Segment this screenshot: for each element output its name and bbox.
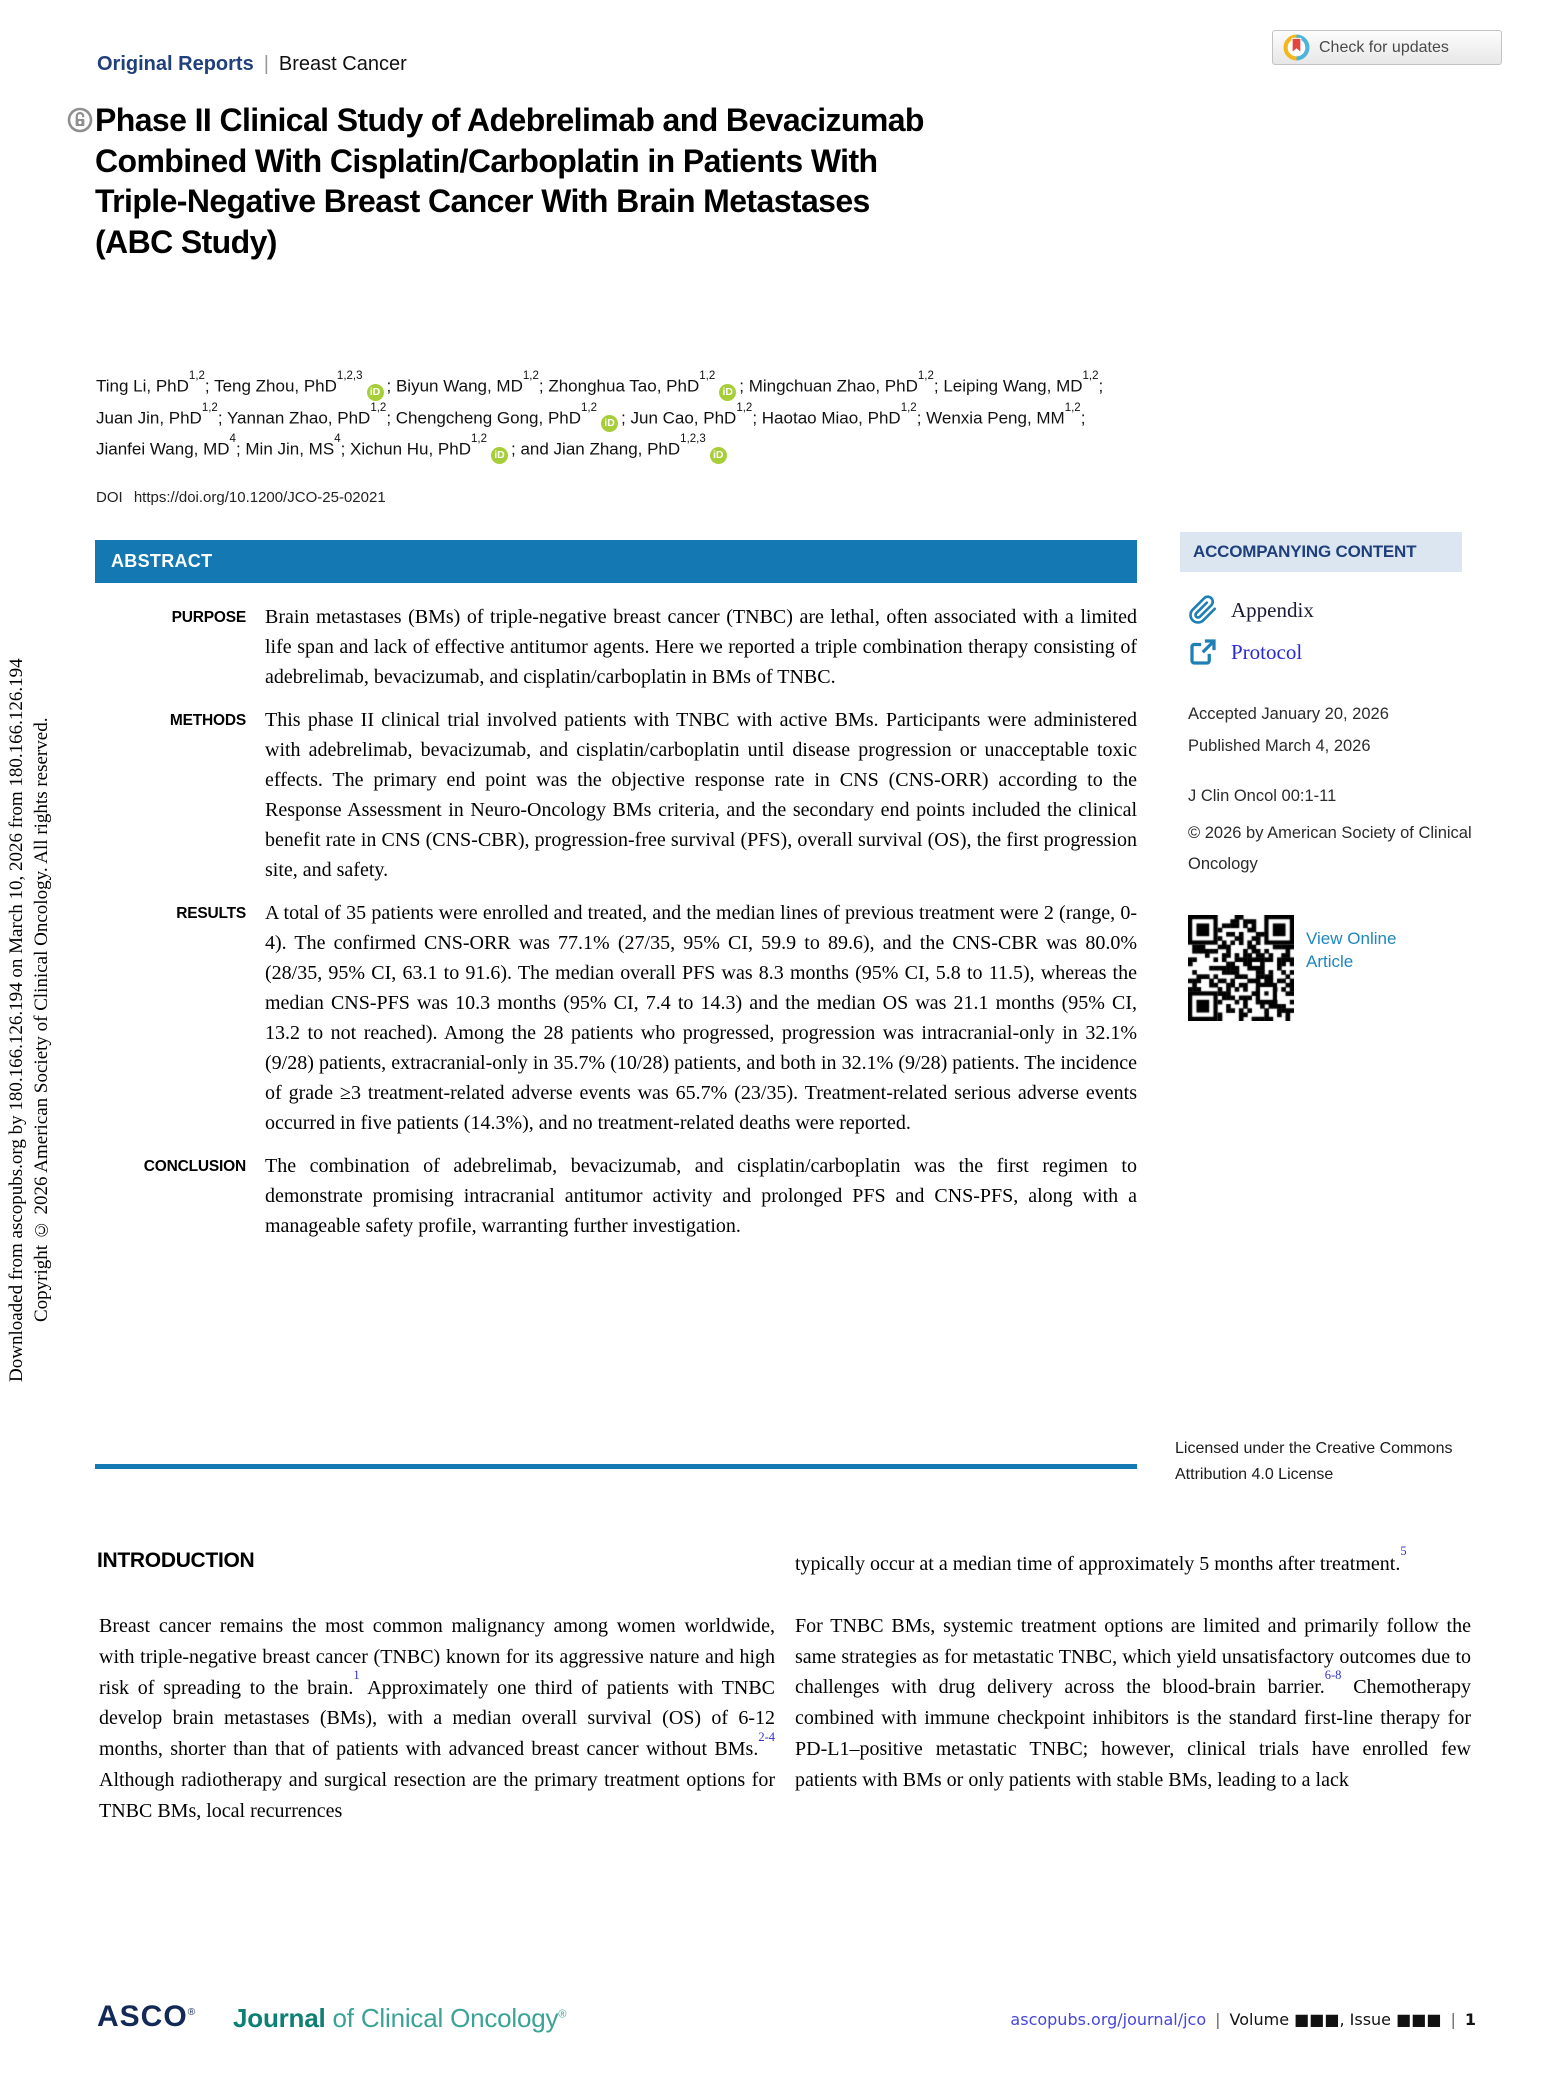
author-affiliations: 1,2	[917, 370, 934, 382]
copyright-notice: © 2026 by American Society of Clinical Oncology	[1188, 824, 1472, 873]
appendix-link[interactable]	[1188, 592, 1314, 628]
body-paragraph: Breast cancer remains the most common malignancy among women worldwide, with triple-negative breast cancer (TNBC) known for its aggressive nature and high risk of spreading to the brain.$^1$ Approximately one third of patients with TNBC develop brain metastases (BMs), with a median overall survival (OS) of 6-12 months, shorter than that of patients with advanced breast cancer without BMs.$^{2-4}$ Although radiotherapy and surgical resection are the primary treatment options for TNBC BMs, local recurrences	[99, 1615, 775, 1822]
reference-link[interactable]: 1	[353, 1667, 360, 1682]
author-entry: Yannan Zhao, PhD	[226, 408, 371, 428]
introduction-heading: INTRODUCTION	[97, 1549, 255, 1572]
view-online-article-link[interactable]: View Online Article	[1306, 929, 1397, 971]
margin-stamp	[4, 555, 54, 1485]
author-entry: Min Jin, MS	[245, 439, 335, 459]
author-entry: Mingchuan Zhao, PhD	[748, 376, 918, 396]
asco-logo	[97, 2000, 196, 2034]
abstract-section-label: METHODS	[169, 712, 246, 729]
title-line: Triple-Negative Breast Cancer With Brain Metastases	[95, 183, 870, 219]
author-affiliations: 1,2	[201, 401, 218, 414]
author-entry: Chengcheng Gong, PhD	[395, 408, 582, 428]
protocol-label: Protocol	[1231, 639, 1303, 664]
reference-link[interactable]: 6-8	[1324, 1667, 1342, 1682]
intro-left-column	[99, 1611, 775, 1827]
title-line: Phase II Clinical Study of Adebrelimab and Bevacizumab	[95, 102, 924, 138]
journal-logo	[233, 2003, 566, 2034]
author-entry: Jun Cao, PhD	[630, 408, 737, 428]
orcid-icon[interactable]: iD	[491, 447, 508, 464]
abstract-section-text: A total of 35 patients were enrolled and treated, and the median lines of previous treatment were 2 (range, 0-4). The confirmed CNS-ORR was 77.1% (27/35, 95% CI, 59.9 to 89.6), and the CNS-CBR was 80.0% (28/35, 95% CI, 63.1 to 91.6). The median overall PFS was 8.3 months (95% CI, 5.8 to 11.5), whereas the median CNS-PFS was 10.3 months (95% CI, 7.4 to 14.3) and the median OS was 21.1 months (95% CI, 13.2 to not reached). Among the 28 patients who progressed, progression was intracranial-only in 32.1% (9/28) patients, extracranial-only in 35.7% (10/28) patients, and both in 32.1% (9/28) patients. The incidence of grade ≥3 treatment-related adverse events was 65.7% (23/35). Treatment-related serious adverse events occurred in five patients (14.3%), and no treatment-related deaths were reported.	[265, 902, 1137, 1134]
footer-separator: |	[1215, 2010, 1221, 2029]
title-block	[95, 100, 1075, 262]
check-for-updates-label: Check for updates	[1319, 38, 1449, 56]
title-line: Combined With Cisplatin/Carboplatin in Patients With	[95, 142, 878, 179]
protocol-link[interactable]	[1188, 634, 1302, 670]
author-entry: Leiping Wang, MD	[943, 376, 1083, 396]
abstract-divider	[95, 1464, 1137, 1469]
download-stamp-text: Downloaded from ascopubs.org by 180.166.126.194 on March 10, 2026 from 180.166.126.194	[5, 658, 27, 1382]
author-entry: Zhonghua Tao, PhD	[548, 376, 700, 396]
author-affiliations: 1,2	[1082, 370, 1099, 382]
author-affiliations: 1,2	[900, 401, 917, 414]
author-affiliations: 1,2	[699, 370, 716, 382]
author-affiliations: 1,2	[581, 401, 598, 414]
abstract-section-text: This phase II clinical trial involved patients with TNBC with active BMs. Participants were administered with adebrelimab, bevacizumab, and cisplatin/carboplatin until disease progression or unacceptable toxic effects. The primary end point was the objective response rate in CNS (CNS-ORR) according to the Response Assessment in Neuro-Oncology BMs criteria, and the secondary end points included the clinical benefit rate in CNS (CNS-CBR), progression-free survival (PFS), overall survival (OS), the first progression site, and safety.	[265, 709, 1137, 881]
open-access-icon	[67, 107, 93, 133]
author-entry: Biyun Wang, MD	[395, 376, 523, 396]
orcid-icon[interactable]: iD	[601, 415, 618, 432]
abstract-section-label: RESULTS	[176, 905, 246, 922]
author-affiliations: 1,2	[370, 401, 387, 414]
journal-citation: J Clin Oncol 00:1-11	[1188, 787, 1337, 805]
author-affiliations: 1,2	[736, 401, 753, 414]
published-date: Published March 4, 2026	[1188, 737, 1371, 755]
page-number: 1	[1464, 2010, 1476, 2029]
abstract-section-text: The combination of adebrelimab, bevacizumab, and cisplatin/carboplatin was the first regimen to demonstrate promising intracranial antitumor activity and prolonged PFS and CNS-PFS, along with a manageable safety profile, warranting further investigation.	[265, 1155, 1137, 1237]
journal-url-link[interactable]: ascopubs.org/journal/jco	[1010, 2010, 1207, 2029]
author-entry: and Jian Zhang, PhD	[520, 439, 681, 459]
article-header	[97, 53, 407, 76]
title-line: (ABC Study)	[95, 223, 277, 260]
doi-line	[96, 489, 386, 506]
author-affiliations: 1,2,3	[680, 433, 706, 446]
abstract-section-label: CONCLUSION	[143, 1158, 246, 1175]
reference-link[interactable]: 2-4	[758, 1729, 775, 1744]
asco-logo-text: ASCO	[97, 2000, 188, 2033]
journal-logo-bold: Journal	[233, 2003, 326, 2033]
author-entry: Juan Jin, PhD	[96, 408, 202, 428]
author-entry: Ting Li, PhD	[96, 376, 189, 396]
reference-link[interactable]: 5	[1400, 1544, 1407, 1559]
accompanying-content-heading: ACCOMPANYING CONTENT	[1180, 532, 1462, 572]
author-affiliations: 1,2	[1064, 401, 1081, 414]
qr-code	[1188, 915, 1294, 1021]
author-entry: Teng Zhou, PhD	[214, 376, 337, 396]
volume-issue-text: Volume ■■■, Issue ■■■	[1229, 2010, 1442, 2029]
doi-url[interactable]: https://doi.org/10.1200/JCO-25-02021	[133, 489, 386, 506]
author-affiliations: 1,2	[471, 433, 487, 446]
author-affiliations: 4	[229, 433, 236, 446]
footer-separator: |	[1450, 2010, 1456, 2029]
author-entry: Haotao Miao, PhD	[761, 408, 901, 428]
intro-right-column	[795, 1544, 1471, 1796]
journal-logo-rest: of Clinical Oncology	[325, 2003, 559, 2033]
author-list: Ting Li, PhD$^{1,2}$; Teng Zhou, PhD$^{1,2,3}$iD ; Biyun Wang, MD$^{1,2}$; Zhonghua Tao, PhD$^{1,2}$iD ; Mingchuan Zhao, PhD$^{1,2}$; Leiping Wang, MD$^{1,2}$; Juan Jin, PhD$^{1,2}$; Yannan Zhao, PhD$^{1,2}$; Chengcheng Gong, PhD$^{1,2}$iD ; Jun Cao, PhD$^{1,2}$; Haotao Miao, PhD$^{1,2}$; Wenxia Peng, MM$^{1,2}$; Jianfei Wang, $MD^4$; Min Jin, $MS^4$; Xichun Hu, PhD$^{1,2}$iD ; and Jian Zhang, PhD$^{1,2,3}$iD	[96, 369, 1171, 464]
footer-meta	[1010, 2010, 1476, 2029]
author-entry: Wenxia Peng, MM	[926, 408, 1065, 428]
article-topic: Breast Cancer	[278, 53, 407, 75]
accepted-date: Accepted January 20, 2026	[1188, 705, 1389, 723]
abstract-heading-bar	[95, 540, 1137, 583]
body-paragraph: typically occur at a median time of approximately 5 months after treatment.$^5$	[795, 1544, 1407, 1575]
orcid-icon[interactable]: iD	[367, 384, 384, 401]
article-category: Original Reports	[97, 53, 254, 75]
external-link-icon	[1188, 637, 1218, 667]
copyright-stamp-text: Copyright © 2026 American Society of Clinical Oncology. All rights reserved.	[30, 717, 52, 1323]
crossmark-icon	[1283, 34, 1310, 61]
asco-registered-mark: ®	[187, 2007, 197, 2018]
author-affiliations: 1,2,3	[336, 370, 363, 382]
orcid-icon[interactable]: iD	[719, 384, 736, 401]
category-separator: |	[263, 53, 269, 75]
abstract-heading: ABSTRACT	[111, 551, 213, 571]
license-notice: Licensed under the Creative Commons Attribution 4.0 License	[1175, 1440, 1453, 1483]
author-entry: Jianfei Wang, MD	[96, 439, 230, 459]
appendix-label: Appendix	[1231, 597, 1314, 622]
journal-registered-mark: ®	[558, 2008, 567, 2021]
doi-label: DOI	[96, 489, 123, 506]
author-affiliations: 1,2	[522, 370, 539, 382]
author-entry: Xichun Hu, PhD	[350, 439, 471, 459]
author-affiliations: 4	[334, 433, 341, 446]
body-paragraph: For TNBC BMs, systemic treatment options are limited and primarily follow the same strategies as for metastatic TNBC, which yield unsatisfactory outcomes due to challenges with drug delivery across the blood-brain barrier.$^{6-8}$ Chemotherapy combined with immune checkpoint inhibitors is the standard first-line therapy for PD-L1–positive metastatic TNBC; however, clinical trials have enrolled few patients with BMs or only patients with stable BMs, leading to a lack	[795, 1614, 1471, 1791]
check-for-updates-button[interactable]	[1272, 30, 1502, 65]
abstract-section-text: Brain metastases (BMs) of triple-negative breast cancer (TNBC) are lethal, often associated with a limited life span and lack of effective antitumor agents. Here we reported a triple combination therapy consisting of adebrelimab, bevacizumab, and cisplatin/carboplatin in BMs of TNBC.	[265, 606, 1137, 688]
abstract-body	[95, 602, 1137, 1241]
orcid-icon[interactable]: iD	[710, 447, 727, 464]
article-title	[95, 100, 1075, 262]
paperclip-icon	[1188, 595, 1218, 625]
abstract-section-label: PURPOSE	[171, 609, 246, 626]
author-affiliations: 1,2	[188, 370, 205, 382]
